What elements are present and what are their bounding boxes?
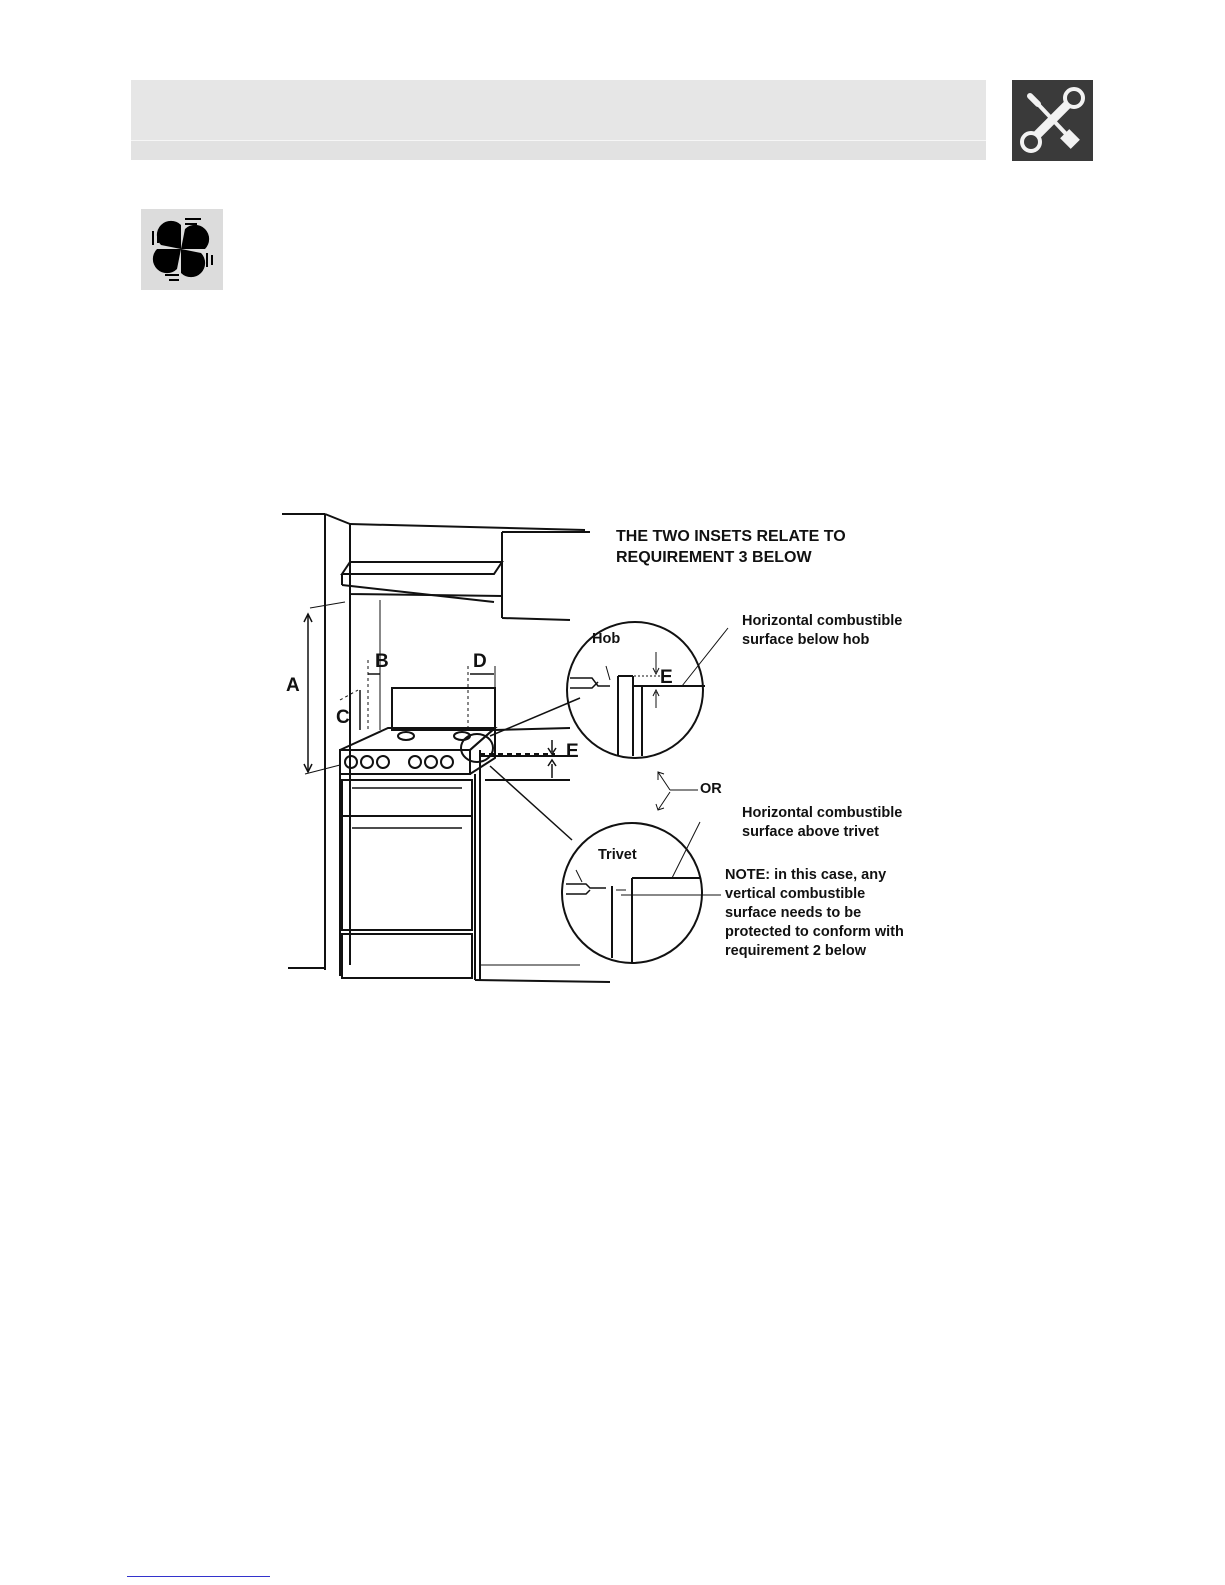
inset-top-note-line1: Horizontal combustible	[742, 613, 903, 629]
tools-icon-graphic	[1012, 80, 1093, 161]
diagram-title-line1: THE TWO INSETS RELATE TO	[616, 528, 846, 545]
dimension-label-d: D	[473, 651, 487, 672]
inset-bottom-warning-line1: NOTE: in this case, any	[725, 867, 887, 883]
inset-bottom-note-line2: surface above trivet	[742, 824, 880, 840]
wrench-screwdriver-icon	[1012, 80, 1093, 161]
inset-bottom-warning-line5: requirement 2 below	[725, 943, 867, 959]
footer-rule	[127, 1576, 270, 1577]
inset-bottom-trivet-label: Trivet	[598, 847, 637, 863]
dimension-label-e: E	[566, 741, 579, 762]
dimension-label-a: A	[286, 675, 300, 696]
inset-top-dimension-e: E	[660, 667, 673, 688]
inset-bottom-warning-line2: vertical combustible	[725, 886, 866, 902]
installation-clearance-diagram	[280, 510, 950, 1000]
dimension-label-b: B	[375, 651, 389, 672]
inset-top-hob-label: Hob	[592, 631, 621, 647]
header-lower-strip	[131, 141, 986, 160]
page-header-band	[131, 80, 986, 160]
fan-icon-graphic	[141, 209, 223, 290]
inset-bottom-warning-line3: surface needs to be	[725, 905, 862, 921]
inset-bottom-warning-line4: protected to conform with	[725, 924, 904, 940]
dimension-label-c: C	[336, 707, 350, 728]
fan-icon	[141, 209, 223, 290]
or-label: OR	[700, 781, 722, 797]
inset-top-note-line2: surface below hob	[742, 632, 870, 648]
inset-bottom-note-line1: Horizontal combustible	[742, 805, 903, 821]
diagram-title-line2: REQUIREMENT 3 BELOW	[616, 549, 812, 566]
